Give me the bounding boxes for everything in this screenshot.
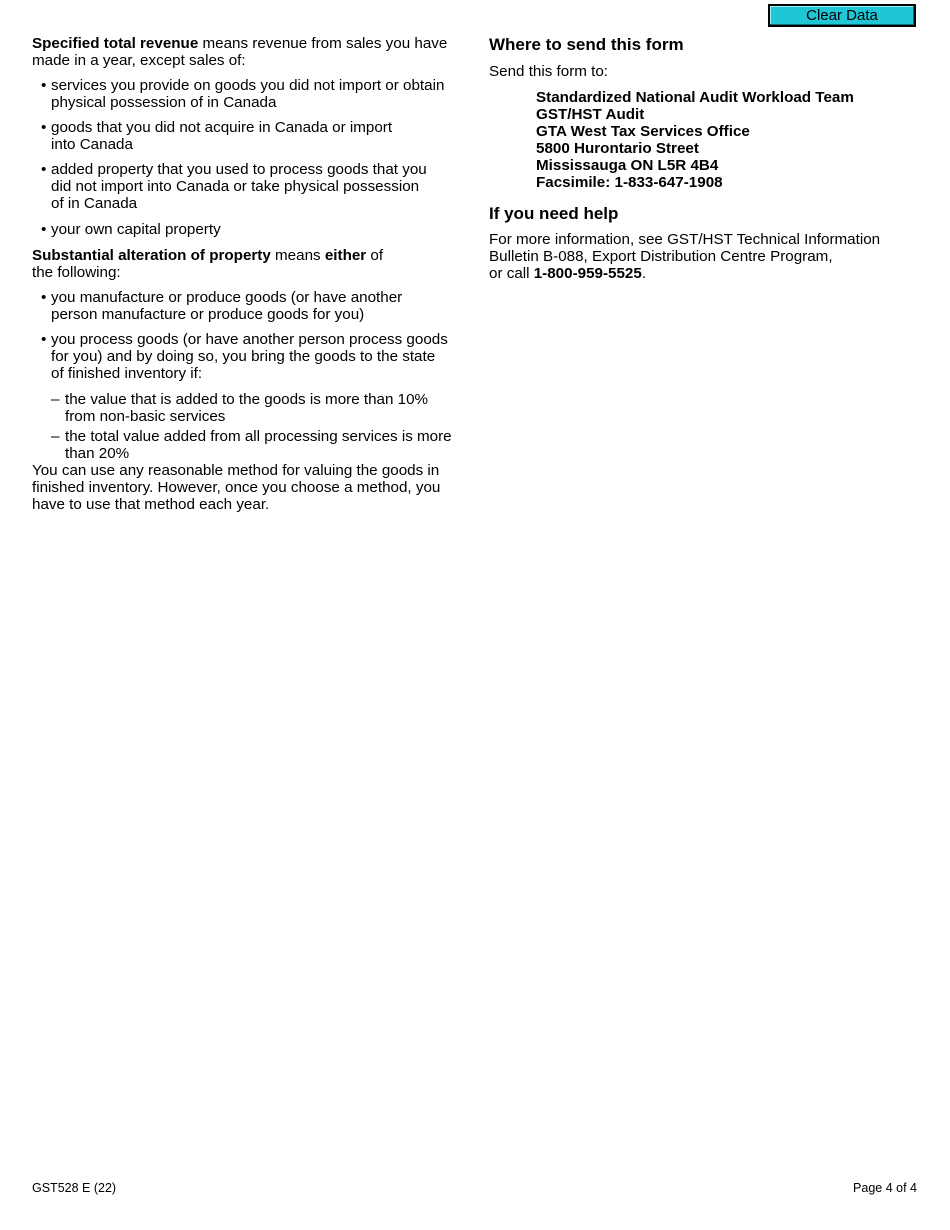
address-line: GTA West Tax Services Office — [536, 123, 750, 140]
mailing-address — [489, 89, 909, 191]
help-text: For more information, see GST/HST Technical Information Bulletin B-088, Export Distribution Centre Program, or call 1-800-959-5525. — [489, 231, 881, 282]
list-item: • services you provide on goods you did not import or obtain physical possession of in Canada — [41, 77, 445, 111]
list-item: • goods that you did not acquire in Canada or import into Canada — [41, 119, 393, 153]
revenue-term: Specified total revenue — [32, 35, 199, 52]
bullet-icon: • — [41, 289, 47, 306]
alteration-definition: Substantial alteration of property means either of the following: — [32, 247, 384, 281]
send-heading: Where to send this form — [489, 35, 684, 54]
revenue-exceptions-list — [32, 77, 472, 238]
definitions-column — [32, 35, 472, 513]
help-phone: 1-800-959-5525 — [533, 265, 642, 282]
send-intro: Send this form to: — [489, 63, 609, 80]
address-line: Standardized National Audit Workload Team — [536, 89, 854, 106]
list-item: • you manufacture or produce goods (or have another person manufacture or produce goods for you) — [41, 289, 403, 323]
list-item: • your own capital property — [41, 221, 221, 238]
alteration-list — [32, 289, 472, 382]
valuation-note: You can use any reasonable method for valuing the goods in finished inventory. However, once you choose a method, you have to use that method each year. — [32, 462, 441, 513]
help-heading: If you need help — [489, 204, 619, 223]
bullet-icon: • — [41, 77, 47, 94]
address-line: GST/HST Audit — [536, 106, 645, 123]
dash-icon: – — [51, 428, 60, 445]
form-identifier: GST528 E (22) — [32, 1181, 117, 1195]
address-line: 5800 Hurontario Street — [536, 140, 699, 157]
page-number: Page 4 of 4 — [853, 1181, 917, 1195]
alteration-term: Substantial alteration of property — [32, 247, 271, 264]
fax-line: Facsimile: 1-833-647-1908 — [536, 174, 723, 191]
bullet-icon: • — [41, 331, 47, 348]
bullet-icon: • — [41, 221, 47, 238]
contact-column — [489, 35, 909, 282]
address-line: Mississauga ON L5R 4B4 — [536, 157, 719, 174]
list-item: – the value that is added to the goods is more than 10% from non-basic services — [51, 391, 429, 425]
list-item: • you process goods (or have another person process goods for you) and by doing so, you bring the goods to the state of finished inventory if: — [41, 331, 448, 382]
processing-conditions-list — [32, 391, 472, 462]
bullet-icon: • — [41, 119, 47, 136]
revenue-definition: Specified total revenue means revenue from sales you have made in a year, except sales of: — [32, 35, 448, 69]
dash-icon: – — [51, 391, 60, 408]
bullet-icon: • — [41, 161, 47, 178]
clear-data-button[interactable]: Clear Data — [768, 4, 916, 27]
list-item: – the total value added from all processing services is more than 20% — [51, 428, 452, 462]
list-item: • added property that you used to process goods that you did not import into Canada or take physical possession of in Canada — [41, 161, 427, 212]
